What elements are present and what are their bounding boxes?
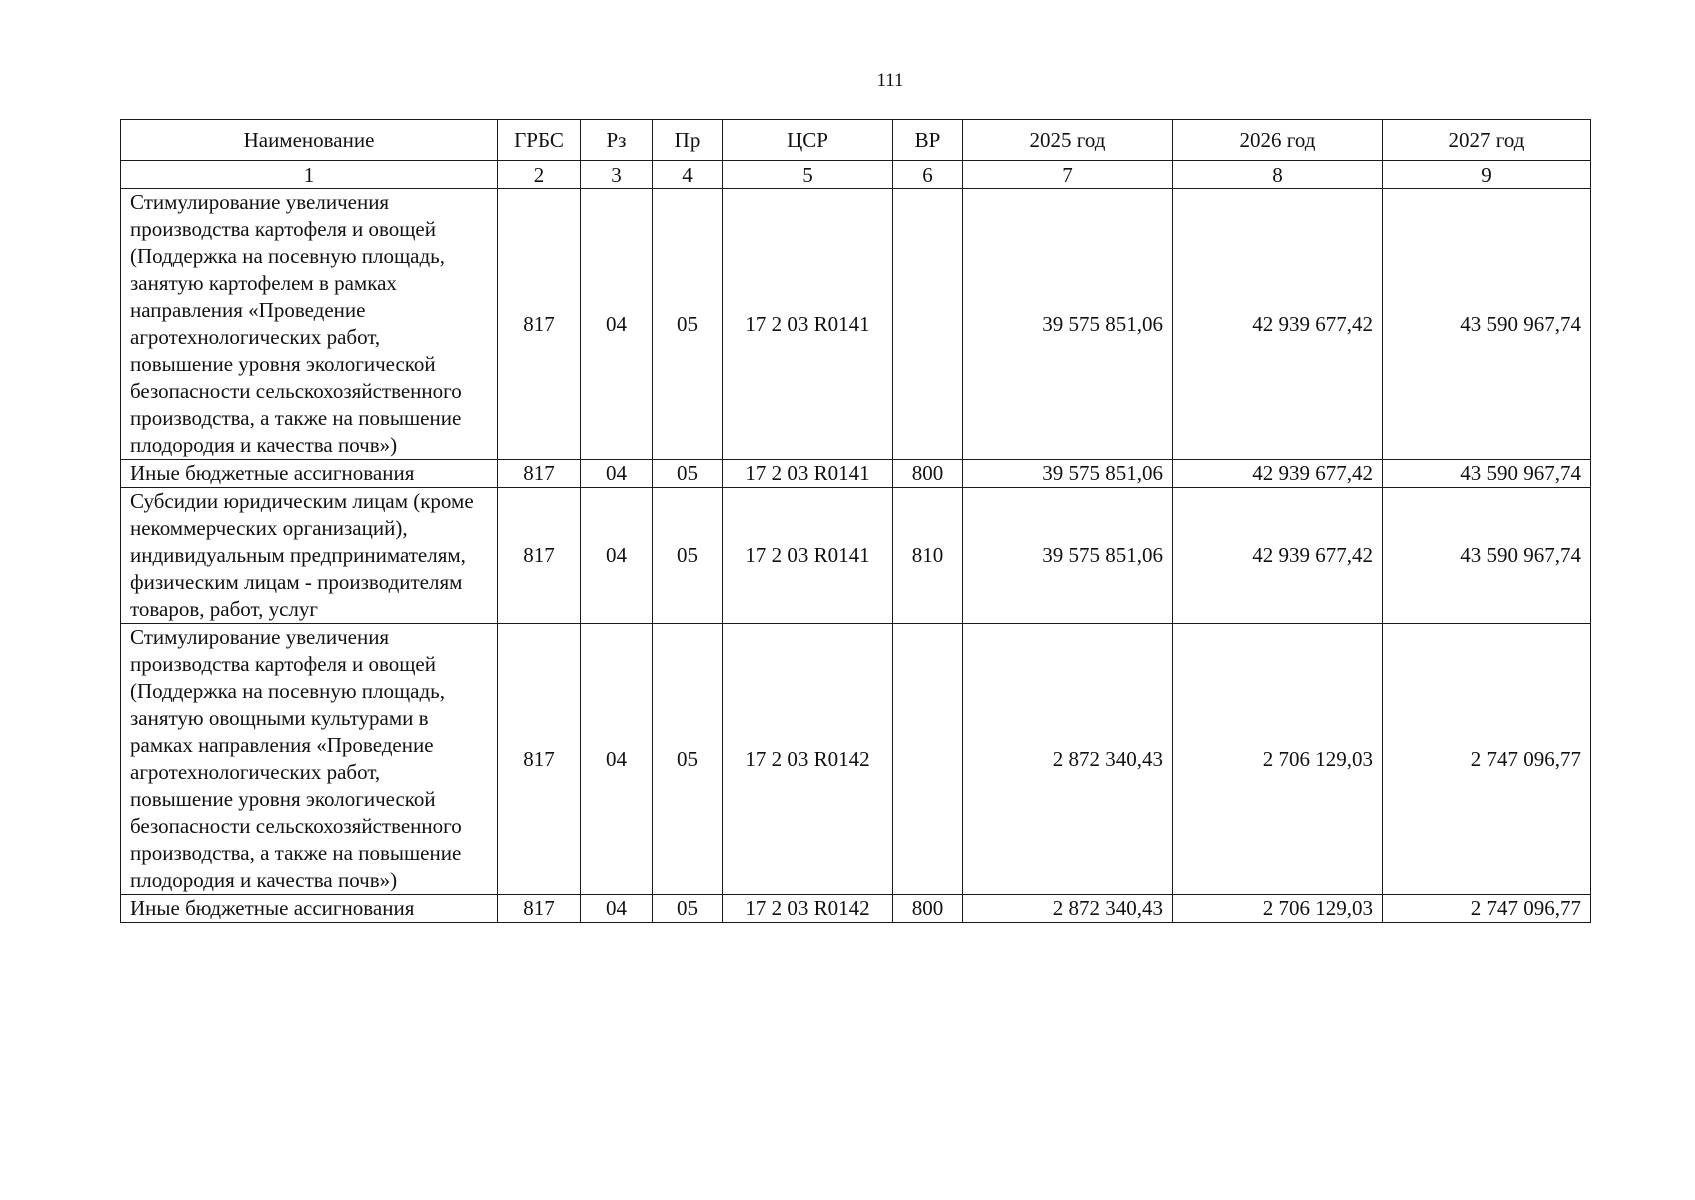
column-number: 4: [653, 161, 723, 189]
header-csr: ЦСР: [723, 120, 893, 161]
row-2025: 39 575 851,06: [963, 460, 1173, 488]
row-vr: 810: [893, 488, 963, 624]
row-rz: 04: [581, 460, 653, 488]
column-number: 7: [963, 161, 1173, 189]
row-pr: 05: [653, 624, 723, 895]
row-rz: 04: [581, 189, 653, 460]
row-2027: 2 747 096,77: [1383, 895, 1591, 923]
row-grbs: 817: [498, 189, 581, 460]
row-2026: 42 939 677,42: [1173, 488, 1383, 624]
header-2026: 2026 год: [1173, 120, 1383, 161]
row-rz: 04: [581, 895, 653, 923]
row-pr: 05: [653, 460, 723, 488]
header-pr: Пр: [653, 120, 723, 161]
row-2027: 43 590 967,74: [1383, 488, 1591, 624]
header-rz: Рз: [581, 120, 653, 161]
row-2026: 2 706 129,03: [1173, 624, 1383, 895]
row-vr: 800: [893, 895, 963, 923]
row-grbs: 817: [498, 488, 581, 624]
row-2025: 39 575 851,06: [963, 189, 1173, 460]
header-grbs: ГРБС: [498, 120, 581, 161]
row-pr: 05: [653, 488, 723, 624]
table-row: [121, 624, 1591, 895]
row-rz: 04: [581, 624, 653, 895]
column-number: 2: [498, 161, 581, 189]
row-name: Иные бюджетные ассигнования: [121, 895, 498, 923]
row-csr: 17 2 03 R0142: [723, 624, 893, 895]
row-pr: 05: [653, 895, 723, 923]
header-2025: 2025 год: [963, 120, 1173, 161]
column-number-row: [121, 161, 1591, 189]
column-number: 3: [581, 161, 653, 189]
row-vr: [893, 624, 963, 895]
row-grbs: 817: [498, 895, 581, 923]
header-name: Наименование: [121, 120, 498, 161]
table-row: [121, 488, 1591, 624]
row-rz: 04: [581, 488, 653, 624]
row-vr: [893, 189, 963, 460]
row-name: Стимулирование увеличения производства картофеля и овощей (Поддержка на посевную площадь, занятую овощными культурами в рамках направления «Проведение агротехнологических работ, повышение уровня экологической безопасности сельскохозяйственного производства, а также на повышение плодородия и качества почв»): [121, 624, 498, 895]
row-grbs: 817: [498, 460, 581, 488]
table-row: [121, 460, 1591, 488]
row-name: Стимулирование увеличения производства картофеля и овощей (Поддержка на посевную площадь, занятую картофелем в рамках направления «Проведение агротехнологических работ, повышение уровня экологической безопасности сельскохозяйственного производства, а также на повышение плодородия и качества почв»): [121, 189, 498, 460]
row-grbs: 817: [498, 624, 581, 895]
row-vr: 800: [893, 460, 963, 488]
column-number: 1: [121, 161, 498, 189]
row-2025: 2 872 340,43: [963, 624, 1173, 895]
row-2026: 42 939 677,42: [1173, 189, 1383, 460]
row-2027: 2 747 096,77: [1383, 624, 1591, 895]
row-2025: 2 872 340,43: [963, 895, 1173, 923]
page-number: 111: [876, 70, 904, 91]
table-row: [121, 189, 1591, 460]
row-2025: 39 575 851,06: [963, 488, 1173, 624]
header-row: [121, 120, 1591, 161]
header-2027: 2027 год: [1383, 120, 1591, 161]
row-csr: 17 2 03 R0141: [723, 189, 893, 460]
column-number: 5: [723, 161, 893, 189]
row-2027: 43 590 967,74: [1383, 189, 1591, 460]
row-2027: 43 590 967,74: [1383, 460, 1591, 488]
row-pr: 05: [653, 189, 723, 460]
column-number: 6: [893, 161, 963, 189]
row-name: Субсидии юридическим лицам (кроме некоммерческих организаций), индивидуальным предпринимателям, физическим лицам - производителям товаров, работ, услуг: [121, 488, 498, 624]
budget-table: [120, 119, 1591, 923]
column-number: 8: [1173, 161, 1383, 189]
column-number: 9: [1383, 161, 1591, 189]
row-csr: 17 2 03 R0141: [723, 460, 893, 488]
table-row: [121, 895, 1591, 923]
header-vr: ВР: [893, 120, 963, 161]
row-2026: 2 706 129,03: [1173, 895, 1383, 923]
row-2026: 42 939 677,42: [1173, 460, 1383, 488]
row-csr: 17 2 03 R0142: [723, 895, 893, 923]
row-csr: 17 2 03 R0141: [723, 488, 893, 624]
row-name: Иные бюджетные ассигнования: [121, 460, 498, 488]
